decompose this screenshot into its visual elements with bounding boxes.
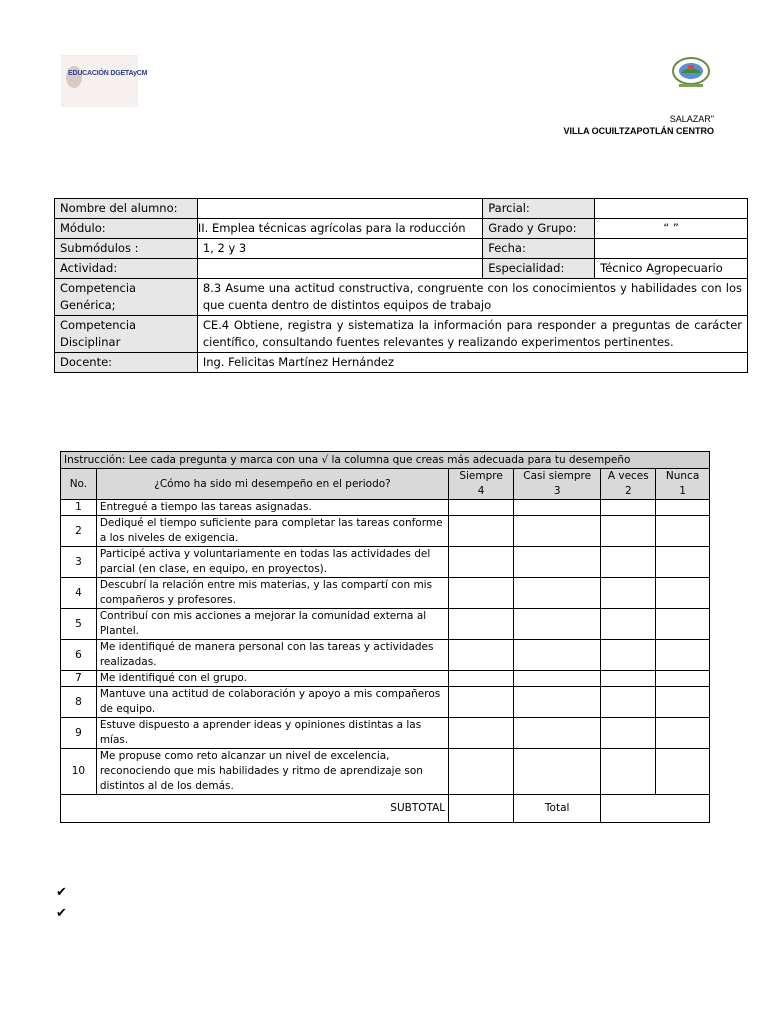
- grado-field[interactable]: “ ”: [595, 219, 748, 239]
- row-question: Contribuí con mis acciones a mejorar la comunidad externa al Plantel.: [96, 609, 448, 640]
- table-row: [61, 718, 710, 749]
- info-row-competencia-generica: [55, 279, 748, 316]
- a-veces-cell[interactable]: [601, 687, 656, 718]
- education-logo-text: EDUCACIÓN DGETAyCM: [68, 70, 148, 77]
- nunca-cell[interactable]: [656, 516, 710, 547]
- nunca-cell[interactable]: [656, 500, 710, 516]
- school-seal-icon: [671, 55, 711, 89]
- info-row-competencia-disciplinar: [55, 316, 748, 353]
- a-veces-cell[interactable]: [601, 640, 656, 671]
- row-question: Participé activa y voluntariamente en todas las actividades del parcial (en clase, en equipo, en proyectos).: [96, 547, 448, 578]
- a-veces-cell[interactable]: [601, 609, 656, 640]
- row-number: 9: [61, 718, 97, 749]
- row-question: Descubrí la relación entre mis materias, y las compartí con mis compañeros y profesores.: [96, 578, 448, 609]
- competencia-disciplinar-label: Competencia Disciplinar: [55, 316, 198, 353]
- row-question: Me identifiqué con el grupo.: [96, 671, 448, 687]
- especialidad-label: Especialidad:: [483, 259, 595, 279]
- casi-siempre-cell[interactable]: [513, 547, 600, 578]
- row-number: 8: [61, 687, 97, 718]
- instruction-text: Instrucción: Lee cada pregunta y marca con una √ la columna que creas más adecuada para tu desempeño: [61, 452, 710, 469]
- table-row: [61, 671, 710, 687]
- row-number: 10: [61, 749, 97, 795]
- grado-label: Grado y Grupo:: [483, 219, 595, 239]
- table-row: [61, 578, 710, 609]
- fecha-field[interactable]: [595, 239, 748, 259]
- siempre-cell[interactable]: [449, 718, 514, 749]
- casi-siempre-cell[interactable]: [513, 500, 600, 516]
- school-name: [564, 113, 715, 137]
- a-veces-cell[interactable]: [601, 671, 656, 687]
- competencia-generica-value: 8.3 Asume una actitud constructiva, congruente con los conocimientos y habilidades con los que cuenta dentro de distintos equipos de trabajo: [197, 279, 747, 316]
- a-veces-cell[interactable]: [601, 500, 656, 516]
- col-aveces-label: A veces: [607, 470, 649, 482]
- siempre-cell[interactable]: [449, 749, 514, 795]
- nombre-field[interactable]: [197, 199, 482, 219]
- actividad-field[interactable]: [197, 259, 482, 279]
- subtotal-cell[interactable]: [449, 795, 514, 823]
- casi-siempre-cell[interactable]: [513, 718, 600, 749]
- casi-siempre-cell[interactable]: [513, 516, 600, 547]
- table-row: [61, 749, 710, 795]
- row-number: 5: [61, 609, 97, 640]
- row-number: 7: [61, 671, 97, 687]
- nunca-cell[interactable]: [656, 718, 710, 749]
- siempre-cell[interactable]: [449, 671, 514, 687]
- table-row: [61, 640, 710, 671]
- check-mark-icon: ✔: [56, 884, 67, 899]
- row-number: 6: [61, 640, 97, 671]
- col-siempre-value: 4: [477, 485, 485, 497]
- nombre-label: Nombre del alumno:: [55, 199, 198, 219]
- submodulos-label: Submódulos :: [55, 239, 198, 259]
- nunca-cell[interactable]: [656, 609, 710, 640]
- col-casi-label: Casi siempre: [523, 470, 592, 482]
- nunca-cell[interactable]: [656, 687, 710, 718]
- col-nunca-value: 1: [679, 485, 686, 497]
- table-row: [61, 547, 710, 578]
- nunca-cell[interactable]: [656, 547, 710, 578]
- school-line-2: VILLA OCUILTZAPOTLÁN CENTRO: [563, 126, 714, 136]
- a-veces-cell[interactable]: [601, 516, 656, 547]
- parcial-label: Parcial:: [483, 199, 595, 219]
- col-nunca-label: Nunca: [665, 470, 700, 482]
- row-number: 2: [61, 516, 97, 547]
- total-cell[interactable]: [601, 795, 710, 823]
- table-row: [61, 687, 710, 718]
- especialidad-value: Técnico Agropecuario: [595, 259, 748, 279]
- col-casi-header: [513, 469, 600, 500]
- instruction-row: [61, 452, 710, 469]
- col-nunca-header: [656, 469, 710, 500]
- row-question: Me identifiqué de manera personal con las tareas y actividades realizadas.: [96, 640, 448, 671]
- col-siempre-label: Siempre: [459, 470, 503, 482]
- info-row-nombre: [55, 199, 748, 219]
- a-veces-cell[interactable]: [601, 578, 656, 609]
- header-row: [61, 469, 710, 500]
- row-question: Estuve dispuesto a aprender ideas y opiniones distintas a las mías.: [96, 718, 448, 749]
- competencia-disciplinar-value: CE.4 Obtiene, registra y sistematiza la información para responder a preguntas de carácter científico, consultando fuentes relevantes y realizando experimentos pertinentes.: [197, 316, 747, 353]
- subtotal-row: [61, 795, 710, 823]
- col-aveces-value: 2: [624, 485, 632, 497]
- parcial-field[interactable]: [595, 199, 748, 219]
- competencia-generica-label: Competencia Genérica;: [55, 279, 198, 316]
- table-row: [61, 516, 710, 547]
- col-question-header: ¿Cómo ha sido mi desempeño en el periodo?: [96, 469, 448, 500]
- info-row-modulo: [55, 219, 748, 239]
- row-question: Me propuse como reto alcanzar un nivel de excelencia, reconociendo que mis habilidades y ritmo de aprendizaje son distintos al de los demás.: [96, 749, 448, 795]
- school-line-1: SALAZAR": [669, 114, 714, 124]
- education-logo: [61, 55, 148, 107]
- total-label: Total: [513, 795, 600, 823]
- siempre-cell[interactable]: [449, 687, 514, 718]
- siempre-cell[interactable]: [449, 640, 514, 671]
- casi-siempre-cell[interactable]: [513, 640, 600, 671]
- table-row: [61, 609, 710, 640]
- col-casi-value: 3: [553, 485, 561, 497]
- col-aveces-header: [601, 469, 656, 500]
- casi-siempre-cell[interactable]: [513, 671, 600, 687]
- row-question: Entregué a tiempo las tareas asignadas.: [96, 500, 448, 516]
- casi-siempre-cell[interactable]: [513, 609, 600, 640]
- fecha-label: Fecha:: [483, 239, 595, 259]
- casi-siempre-cell[interactable]: [513, 749, 600, 795]
- nunca-cell[interactable]: [656, 640, 710, 671]
- self-evaluation-table: [60, 451, 710, 823]
- check-list: [56, 881, 67, 923]
- row-question: Dediqué el tiempo suficiente para completar las tareas conforme a los niveles de exigencia.: [96, 516, 448, 547]
- col-no-header: No.: [61, 469, 97, 500]
- siempre-cell[interactable]: [449, 500, 514, 516]
- siempre-cell[interactable]: [449, 578, 514, 609]
- siempre-cell[interactable]: [449, 609, 514, 640]
- a-veces-cell[interactable]: [601, 718, 656, 749]
- a-veces-cell[interactable]: [601, 547, 656, 578]
- siempre-cell[interactable]: [449, 516, 514, 547]
- modulo-value: II. Emplea técnicas agrícolas para la roducción: [197, 219, 482, 239]
- submodulos-value: 1, 2 y 3: [197, 239, 482, 259]
- info-row-actividad: [55, 259, 748, 279]
- casi-siempre-cell[interactable]: [513, 578, 600, 609]
- nunca-cell[interactable]: [656, 578, 710, 609]
- table-row: [61, 500, 710, 516]
- row-number: 4: [61, 578, 97, 609]
- siempre-cell[interactable]: [449, 547, 514, 578]
- docente-value: Ing. Felicitas Martínez Hernández: [197, 353, 747, 373]
- modulo-label: Módulo:: [55, 219, 198, 239]
- row-question: Mantuve una actitud de colaboración y apoyo a mis compañeros de equipo.: [96, 687, 448, 718]
- subtotal-label: SUBTOTAL: [61, 795, 449, 823]
- casi-siempre-cell[interactable]: [513, 687, 600, 718]
- docente-label: Docente:: [55, 353, 198, 373]
- row-number: 3: [61, 547, 97, 578]
- info-row-submodulos: [55, 239, 748, 259]
- actividad-label: Actividad:: [55, 259, 198, 279]
- nunca-cell[interactable]: [656, 749, 710, 795]
- student-info-table: [54, 198, 748, 373]
- nunca-cell[interactable]: [656, 671, 710, 687]
- row-number: 1: [61, 500, 97, 516]
- a-veces-cell[interactable]: [601, 749, 656, 795]
- info-row-docente: [55, 353, 748, 373]
- col-siempre-header: [449, 469, 514, 500]
- check-mark-icon: ✔: [56, 905, 67, 920]
